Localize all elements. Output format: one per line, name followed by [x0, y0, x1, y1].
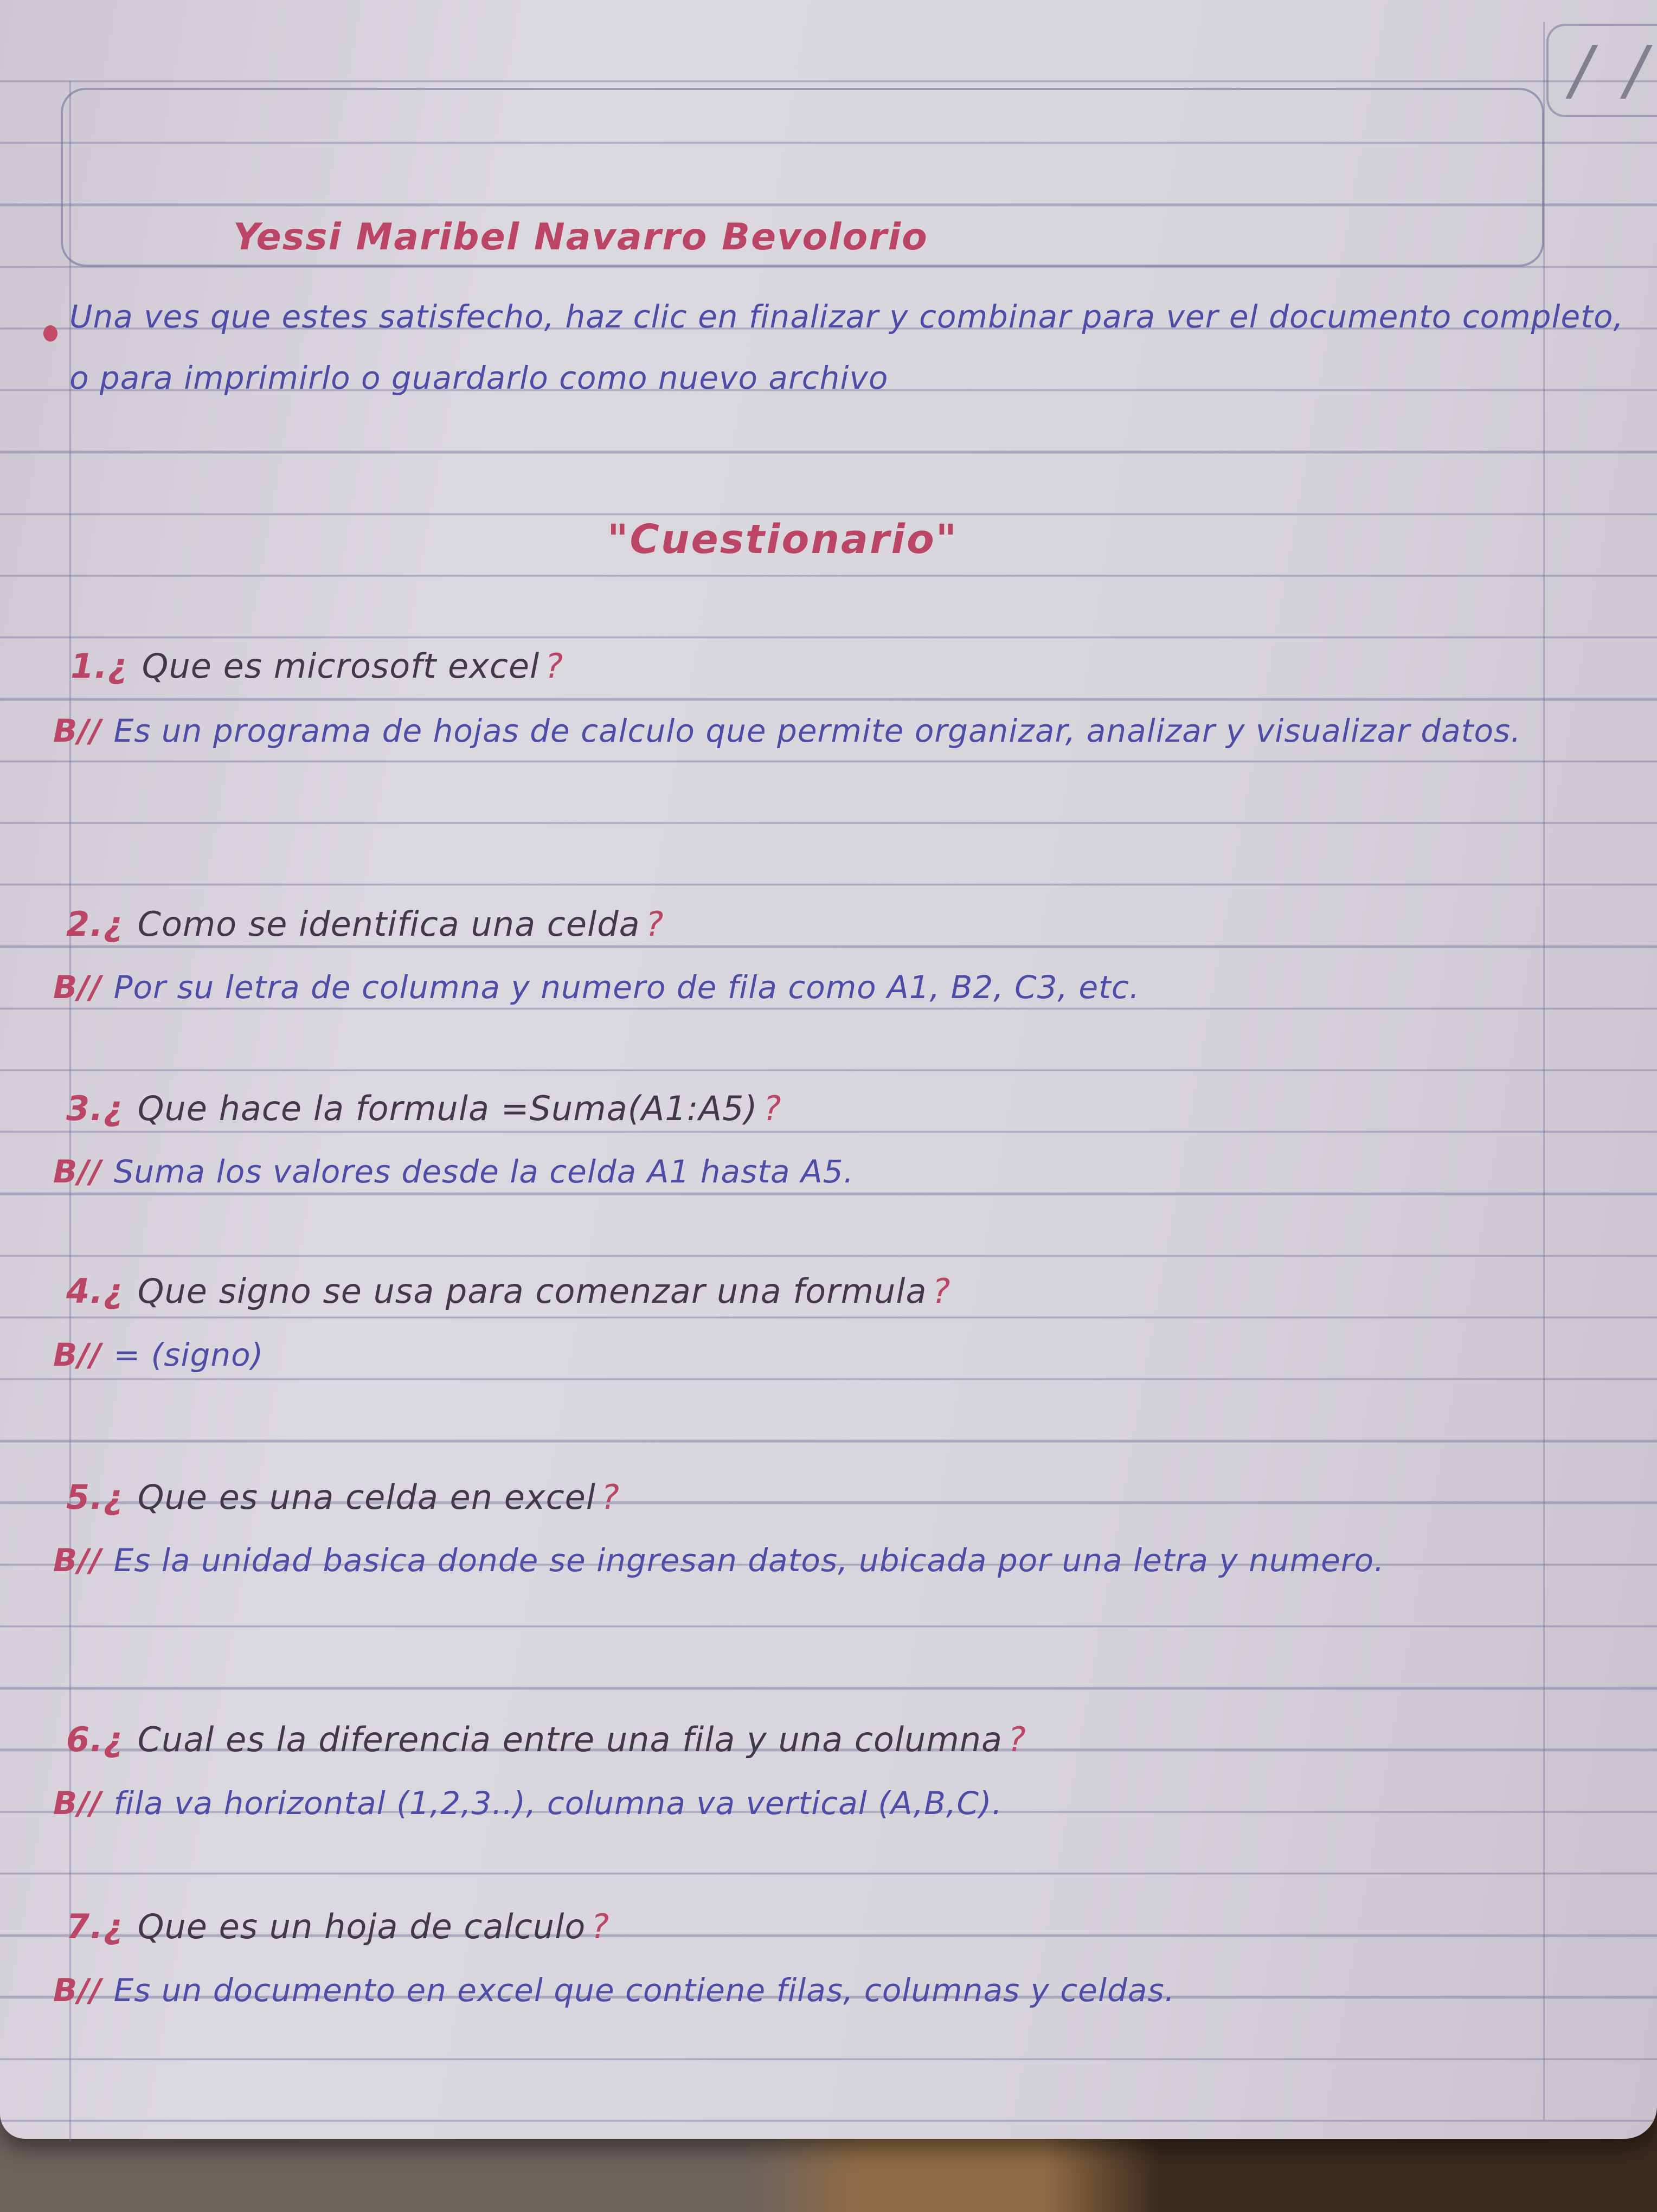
answer-2-prefix: B//	[53, 969, 102, 1006]
slash-mark: /	[1570, 33, 1592, 108]
answer-4-text: = (signo)	[113, 1336, 264, 1373]
answer-3	[53, 1141, 1626, 1203]
worksheet-title: "Cuestionario"	[607, 516, 959, 563]
question-3-number: 3.¿	[66, 1089, 124, 1128]
question-4	[66, 1261, 950, 1322]
question-5-text: Que es una celda en excel	[137, 1477, 596, 1517]
question-7	[66, 1896, 609, 1957]
bullet-dot	[43, 325, 57, 342]
answer-1-prefix: B//	[53, 712, 102, 749]
intro-note: Una ves que estes satisfecho, haz clic en finalizar y combinar para ver el documento completo, o para imprimirlo o guardarlo como nuevo archivo	[69, 298, 1624, 396]
answer-3-prefix: B//	[53, 1153, 102, 1190]
answer-7-prefix: B//	[53, 1972, 102, 2009]
answer-3-text: Suma los valores desde la celda A1 hasta A5.	[113, 1153, 855, 1190]
answer-5-prefix: B//	[53, 1542, 102, 1579]
question-4-mark: ?	[932, 1271, 951, 1311]
answer-2	[53, 957, 1626, 1018]
question-3	[66, 1078, 782, 1139]
question-2-text: Como se identifica una celda	[137, 904, 640, 944]
question-6-text: Cual es la diferencia entre una fila y una columna	[137, 1720, 1003, 1759]
question-1	[70, 635, 563, 697]
answer-1	[53, 700, 1582, 762]
answer-7-text: Es un documento en excel que contiene filas, columnas y celdas.	[113, 1972, 1176, 2009]
answer-5	[53, 1530, 1550, 1591]
question-3-text: Que hace la formula =Suma(A1:A5)	[137, 1089, 758, 1128]
question-6-mark: ?	[1008, 1720, 1026, 1759]
question-2	[66, 893, 664, 955]
answer-6-text: fila va horizontal (1,2,3..), columna va vertical (A,B,C).	[113, 1785, 1003, 1822]
question-5	[66, 1467, 620, 1528]
answer-2-text: Por su letra de columna y numero de fila como A1, B2, C3, etc.	[113, 969, 1140, 1006]
date-slash-box	[1546, 24, 1657, 117]
answer-5-text: Es la unidad basica donde se ingresan datos, ubicada por una letra y numero.	[113, 1542, 1385, 1579]
question-5-mark: ?	[601, 1477, 620, 1517]
student-name: Yessi Maribel Navarro Bevolorio	[233, 216, 928, 259]
question-4-number: 4.¿	[66, 1271, 124, 1311]
answer-4	[53, 1324, 1626, 1386]
question-3-mark: ?	[763, 1089, 782, 1128]
question-1-mark: ?	[545, 646, 564, 686]
question-4-text: Que signo se usa para comenzar una formula	[137, 1271, 927, 1311]
answer-1-text: Es un programa de hojas de calculo que permite organizar, analizar y visualizar datos.	[113, 712, 1521, 749]
question-7-number: 7.¿	[66, 1907, 124, 1946]
question-5-number: 5.¿	[66, 1477, 124, 1517]
question-2-number: 2.¿	[66, 904, 124, 944]
question-1-number: 1.¿	[70, 646, 128, 686]
answer-4-prefix: B//	[53, 1336, 102, 1373]
question-2-mark: ?	[645, 904, 664, 944]
question-6-number: 6.¿	[66, 1720, 124, 1759]
answer-7	[53, 1960, 1539, 2021]
answer-6	[53, 1773, 1636, 1834]
question-6	[66, 1709, 1026, 1770]
question-7-text: Que es un hoja de calculo	[137, 1907, 586, 1946]
question-7-mark: ?	[591, 1907, 610, 1946]
answer-6-prefix: B//	[53, 1785, 102, 1822]
question-1-text: Que es microsoft excel	[142, 646, 540, 686]
slash-mark: /	[1624, 33, 1647, 108]
